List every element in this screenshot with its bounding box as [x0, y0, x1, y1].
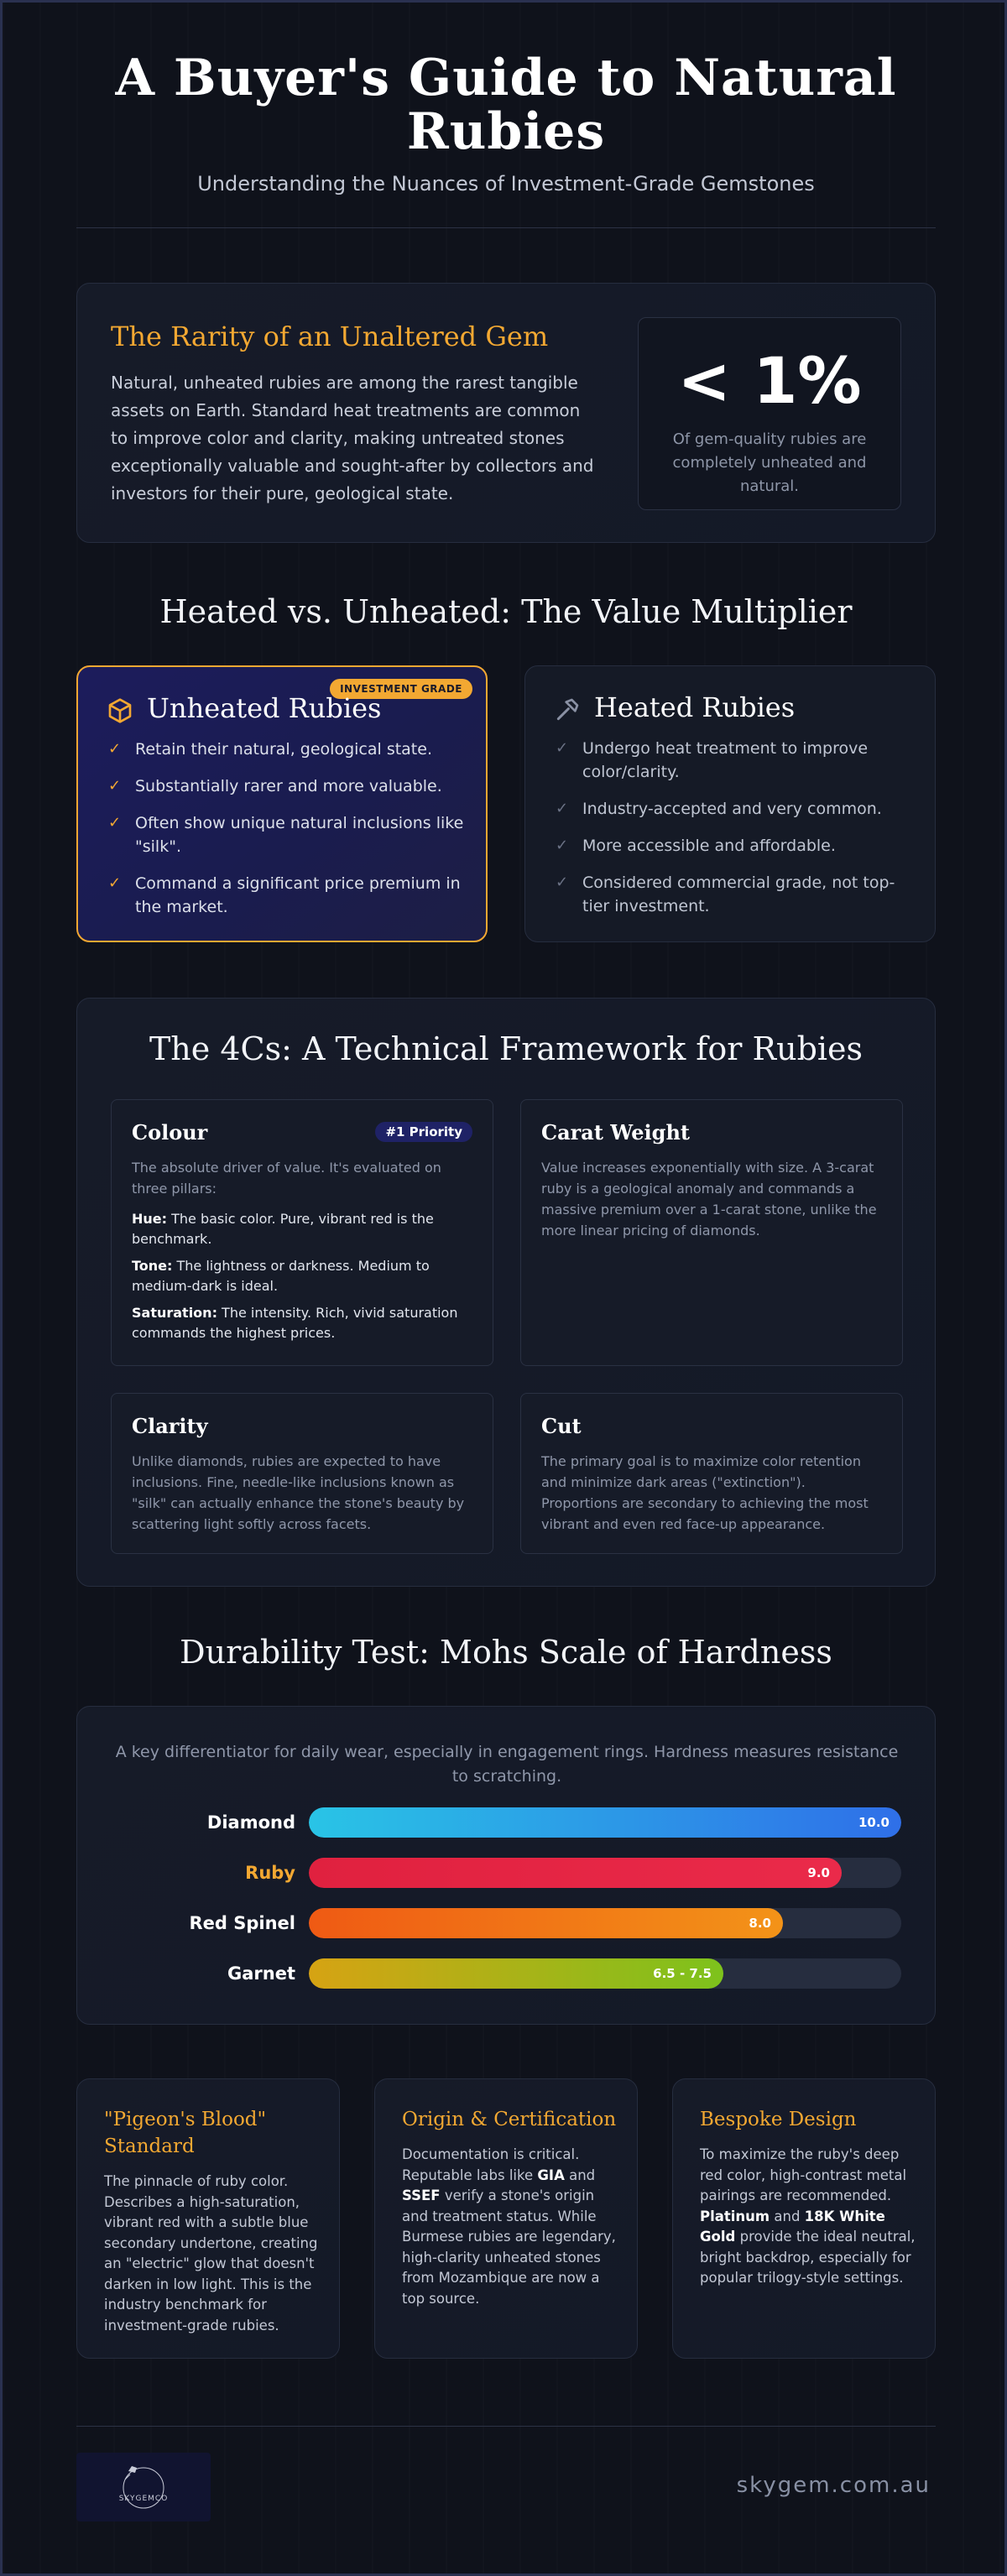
list-item: ✓ Considered commercial grade, not top-tier investment.: [556, 871, 916, 918]
mohs-section: [76, 1706, 936, 2025]
unheated-list: [108, 738, 469, 932]
pillar-saturation: Saturation: The intensity. Rich, vivid saturation commands the highest prices.: [132, 1305, 458, 1341]
page-title: A Buyer's Guide to Natural Rubies: [115, 49, 897, 161]
rarity-section: [76, 283, 936, 543]
priority-badge: #1 Priority: [375, 1122, 472, 1142]
cube-icon: [107, 697, 133, 724]
check-icon: ✓: [108, 814, 122, 832]
clarity-desc: Unlike diamonds, rubies are expected to have inclusions. Fine, needle-like inclusions known as "silk" can actually enhance the stone's beauty by scattering light softly across facets.: [132, 1453, 465, 1532]
unheated-card: [76, 665, 488, 942]
mohs-bar-label: Diamond: [206, 1812, 295, 1833]
rarity-stat-box: [638, 317, 901, 510]
mohs-intro: A key differentiator for daily wear, especially in engagement rings. Hardness measures resistance to scratching.: [115, 1743, 899, 1786]
mohs-bar-row: [77, 1858, 937, 1888]
page-header: [76, 51, 936, 196]
page-subtitle: Understanding the Nuances of Investment-Grade Gemstones: [197, 172, 815, 196]
heated-title: Heated Rubies: [594, 691, 796, 723]
mohs-bar-track: [309, 1807, 901, 1838]
cut-title: Cut: [541, 1414, 582, 1438]
mohs-bar-track: [309, 1858, 901, 1888]
check-icon: ✓: [556, 873, 569, 891]
logo-text: SKYGEMCO: [118, 2495, 169, 2503]
check-icon: ✓: [556, 800, 569, 817]
rarity-stat-value: < 1%: [677, 343, 862, 418]
rarity-body: Natural, unheated rubies are among the rarest tangible assets on Earth. Standard heat treatments are common to improve color and clarity, making untreated stones exceptionally valuable and sought-after by collectors and investors for their pure, geological state.: [111, 373, 594, 503]
logo-mark-icon: [76, 2453, 211, 2521]
fourcs-title: The 4Cs: A Technical Framework for Rubies: [149, 1030, 864, 1067]
origin-card: [374, 2078, 638, 2359]
mohs-bar: [309, 1858, 842, 1888]
header-divider: [76, 227, 936, 228]
pillar-hue: Hue: The basic color. Pure, vibrant red is the benchmark.: [132, 1211, 434, 1247]
comparison-title: Heated vs. Unheated: The Value Multiplier: [159, 593, 853, 630]
mohs-bar-row: [77, 1908, 937, 1938]
mohs-bar-row: [77, 1958, 937, 1989]
list-item: ✓ Undergo heat treatment to improve color/clarity.: [556, 737, 916, 784]
pigeons-blood-title: "Pigeon's Blood" Standard: [104, 2109, 267, 2157]
website-link[interactable]: skygem.com.au: [736, 2473, 931, 2498]
mohs-bar: [309, 1958, 723, 1989]
carat-card: [520, 1099, 903, 1366]
heated-list: [556, 737, 916, 931]
mohs-bar-label: Garnet: [227, 1963, 295, 1984]
pillar-tone: Tone: The lightness or darkness. Medium to medium-dark is ideal.: [132, 1258, 430, 1294]
mohs-bar-track: [309, 1958, 901, 1989]
mohs-bar-track: [309, 1908, 901, 1938]
colour-title: Colour: [132, 1120, 208, 1145]
mohs-bar: [309, 1807, 901, 1838]
mohs-bar-row: [77, 1807, 937, 1838]
heated-card: [524, 665, 936, 942]
mohs-bar-label: Red Spinel: [189, 1913, 295, 1933]
colour-desc: The absolute driver of value. It's evaluated on three pillars:: [132, 1160, 441, 1197]
list-item: ✓ Command a significant price premium in the market.: [108, 872, 469, 919]
origin-body: Documentation is critical. Reputable labs like GIA and SSEF verify a stone's origin and treatment status. While Burmese rubies are legendary, high-clarity unheated stones from Mozambique are now a top source.: [402, 2146, 616, 2307]
mohs-bar-value: 10.0: [858, 1815, 890, 1830]
bespoke-card: [672, 2078, 936, 2359]
check-icon: ✓: [556, 739, 569, 757]
clarity-card: [111, 1393, 493, 1554]
rarity-stat-caption: Of gem-quality rubies are completely unheated and natural.: [672, 430, 867, 495]
carat-desc: Value increases exponentially with size. A 3-carat ruby is a geological anomaly and commands a massive premium over a 1-carat stone, unlike the more linear pricing of diamonds.: [541, 1160, 877, 1238]
mohs-bar-value: 8.0: [749, 1916, 771, 1931]
list-item: ✓ Retain their natural, geological state.: [108, 738, 469, 761]
unheated-title: Unheated Rubies: [147, 692, 382, 724]
bespoke-body: To maximize the ruby's deep red color, high-contrast metal pairings are recommended. Platinum and 18K White Gold provide the ideal neutral, bright backdrop, especially for popular trilogy-style settings.: [700, 2146, 916, 2286]
mohs-bar-value: 6.5 - 7.5: [653, 1966, 712, 1981]
list-item: ✓ More accessible and affordable.: [556, 834, 916, 858]
colour-pillars: [132, 1209, 474, 1350]
footer-divider: [76, 2426, 936, 2427]
check-icon: ✓: [108, 740, 122, 758]
list-item: ✓ Often show unique natural inclusions like "silk".: [108, 811, 469, 858]
fourcs-section: [76, 998, 936, 1587]
rarity-title: The Rarity of an Unaltered Gem: [111, 321, 549, 352]
mohs-bar-value: 9.0: [807, 1865, 830, 1880]
pigeons-blood-card: [76, 2078, 340, 2359]
cut-desc: The primary goal is to maximize color retention and minimize dark areas ("extinction"). Proportions are secondary to achieving the most vibrant and even red face-up appearance.: [541, 1453, 869, 1532]
mohs-bar-label: Ruby: [245, 1863, 295, 1883]
colour-card: [111, 1099, 493, 1366]
origin-title: Origin & Certification: [402, 2109, 617, 2130]
pigeons-blood-body: The pinnacle of ruby color. Describes a high-saturation, vibrant red with a subtle blue secondary undertone, creating an "electric" glow that doesn't darken in low light. This is the industry benchmark for investment-grade rubies.: [104, 2173, 318, 2334]
clarity-title: Clarity: [132, 1414, 208, 1438]
list-item: ✓ Substantially rarer and more valuable.: [108, 774, 469, 798]
carat-title: Carat Weight: [541, 1120, 690, 1145]
list-item: ✓ Industry-accepted and very common.: [556, 797, 916, 821]
cut-card: [520, 1393, 903, 1554]
check-icon: ✓: [556, 837, 569, 854]
check-icon: ✓: [108, 777, 122, 795]
hammer-icon: [554, 696, 581, 723]
mohs-title: Durability Test: Mohs Scale of Hardness: [180, 1634, 832, 1671]
check-icon: ✓: [108, 874, 122, 892]
investment-grade-badge: INVESTMENT GRADE: [330, 679, 472, 699]
bespoke-title: Bespoke Design: [700, 2109, 857, 2130]
mohs-bar: [309, 1908, 783, 1938]
skygemco-logo[interactable]: [76, 2453, 211, 2521]
